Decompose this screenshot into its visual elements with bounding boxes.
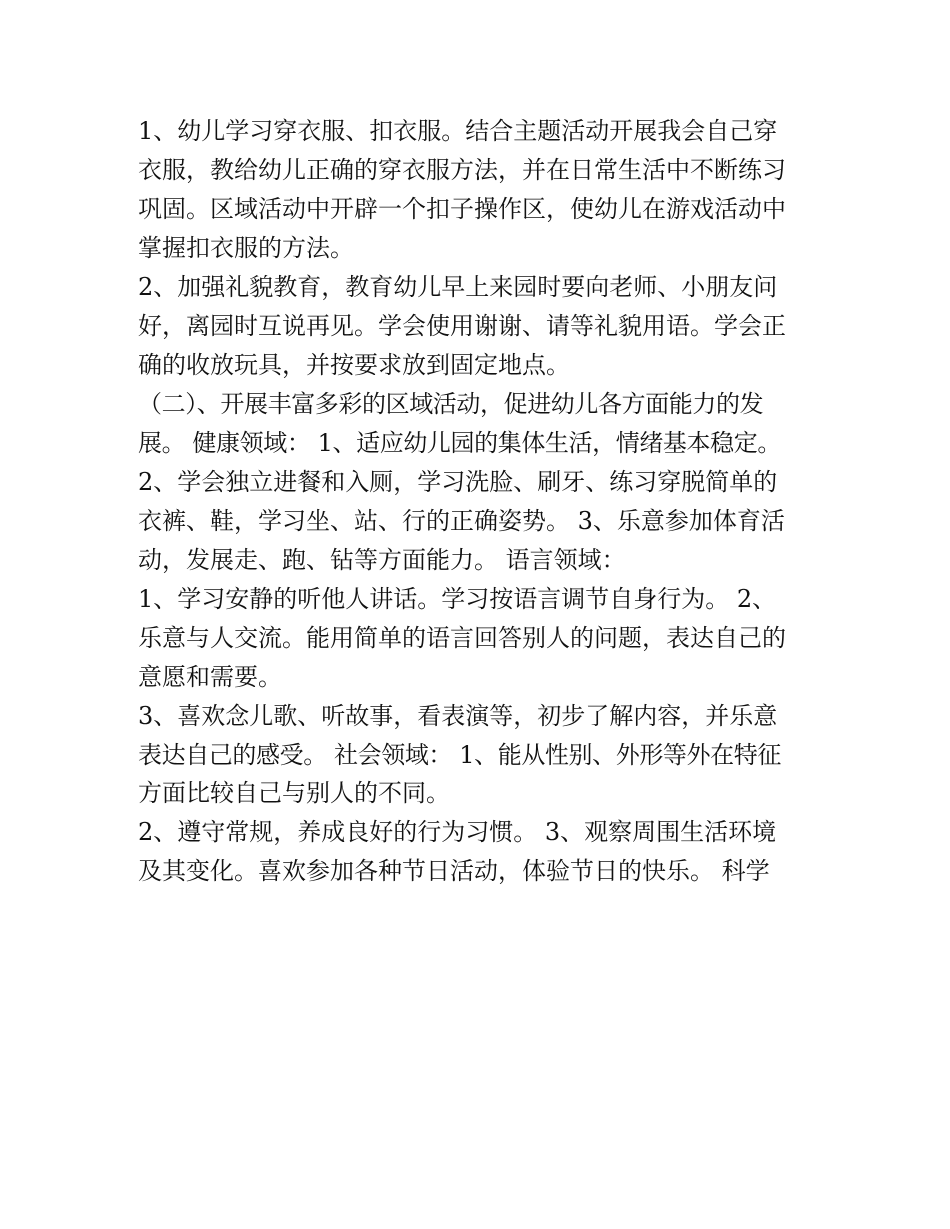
text-line: 3、喜欢念儿歌、听故事，看表演等，初步了解内容，并乐意: [138, 701, 778, 730]
text-line: 2、学会独立进餐和入厕，学习洗脸、刷牙、练习穿脱简单的: [138, 467, 778, 496]
text-line: 巩固。区域活动中开辟一个扣子操作区，使幼儿在游戏活动中: [138, 194, 786, 223]
text-line: 表达自己的感受。 社会领域： 1、能从性别、外形等外在特征: [138, 740, 781, 769]
text-line: 衣裤、鞋，学习坐、站、行的正确姿势。 3、乐意参加体育活: [138, 506, 785, 535]
text-line: 好，离园时互说再见。学会使用谢谢、请等礼貌用语。学会正: [138, 311, 786, 340]
text-line: 衣服，教给幼儿正确的穿衣服方法，并在日常生活中不断练习: [138, 155, 786, 184]
text-line: 动，发展走、跑、钻等方面能力。 语言领域：: [138, 545, 626, 574]
text-line: 2、加强礼貌教育，教育幼儿早上来园时要向老师、小朋友问: [138, 272, 778, 301]
text-line: 及其变化。喜欢参加各种节日活动，体验节日的快乐。 科学: [138, 857, 770, 886]
text-line: 方面比较自己与别人的不同。: [138, 779, 450, 808]
text-line: 1、学习安静的听他人讲话。学习按语言调节自身行为。 2、: [138, 584, 777, 613]
body-text: [138, 112, 818, 891]
text-line: （二）、开展丰富多彩的区域活动，促进幼儿各方面能力的发: [138, 389, 764, 418]
text-line: 2、遵守常规，养成良好的行为习惯。 3、观察周围生活环境: [138, 818, 777, 847]
text-line: 确的收放玩具，并按要求放到固定地点。: [138, 350, 570, 379]
text-line: 1、幼儿学习穿衣服、扣衣服。结合主题活动开展我会自己穿: [138, 117, 778, 145]
text-line: 乐意与人交流。能用简单的语言回答别人的问题，表达自己的: [138, 623, 786, 652]
text-line: 掌握扣衣服的方法。: [138, 233, 354, 262]
text-line: 意愿和需要。: [138, 662, 282, 691]
text-line: 展。 健康领域： 1、适应幼儿园的集体生活，情绪基本稳定。: [138, 428, 781, 457]
